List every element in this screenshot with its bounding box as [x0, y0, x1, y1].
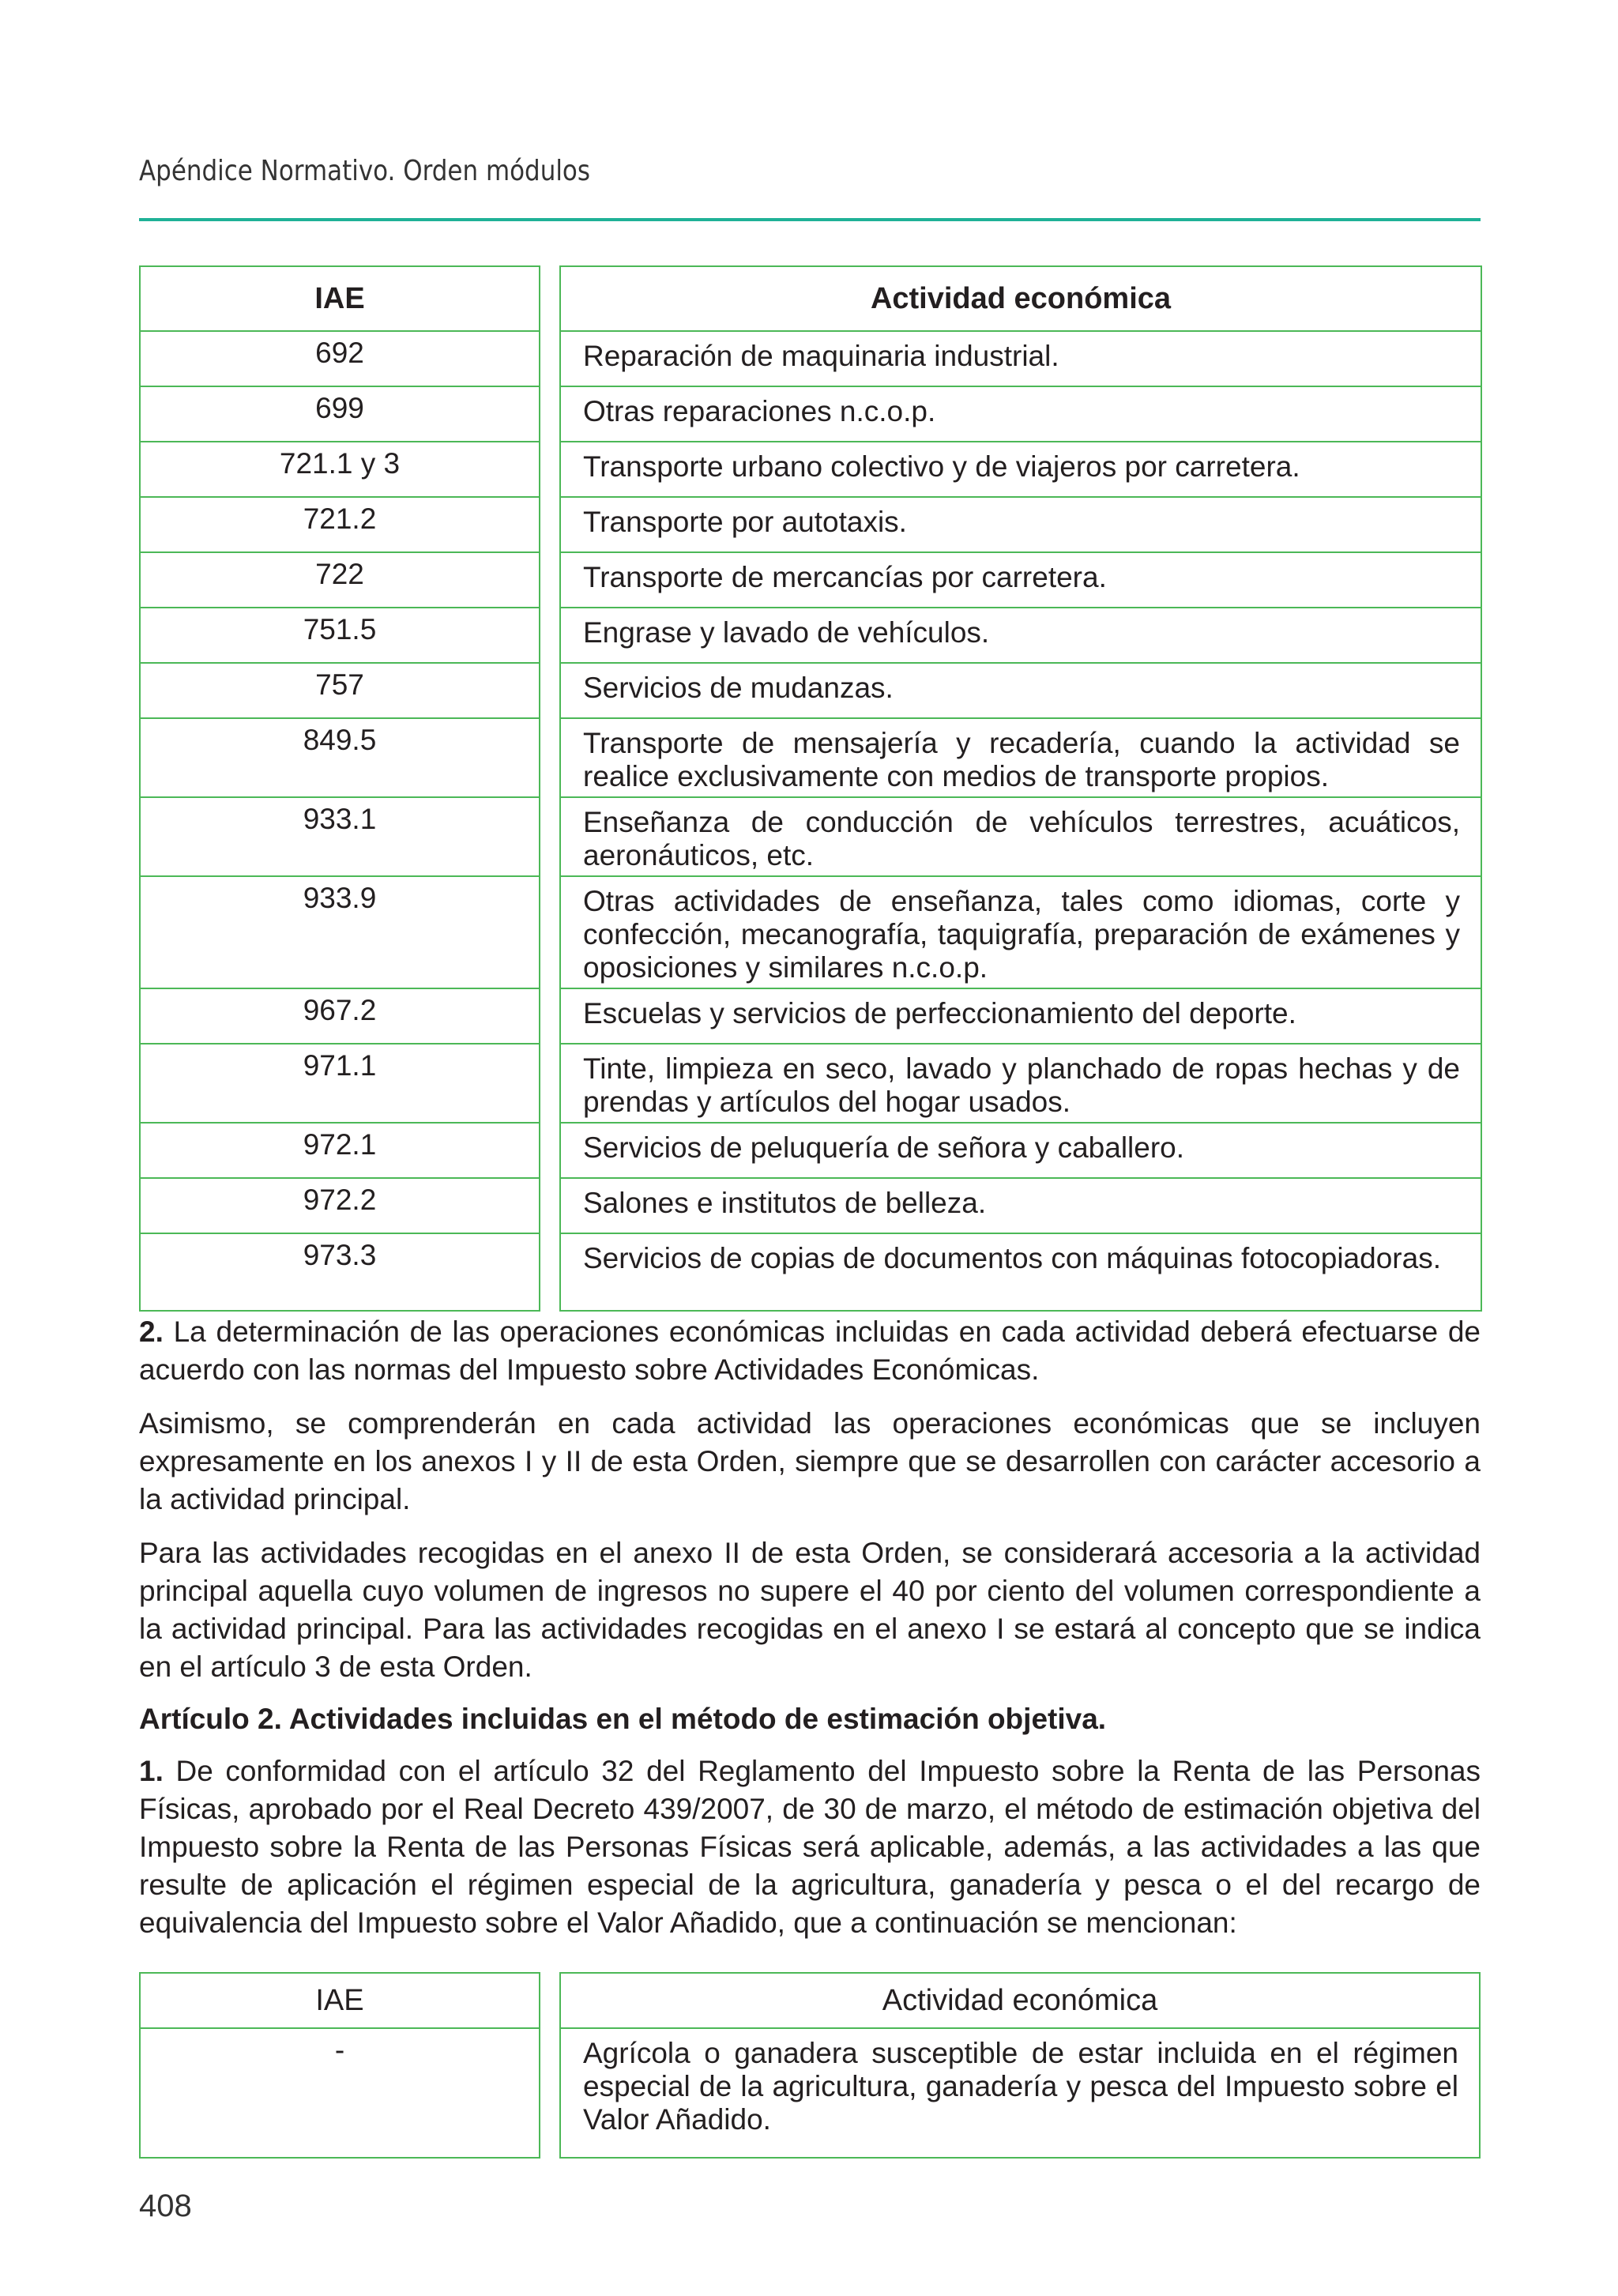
paragraph-1: 1. De conformidad con el artículo 32 del Reglamento del Impuesto sobre la Renta de las Personas Físicas, aprobado por el Real Decreto 439/2007, de 30 de marzo, el método de estimación objetiva del Impuesto sobre la Renta de las Personas Físicas será aplicable, además, a las actividades a las que resulte de aplicación el régimen especial de la agricultura, ganadería y pesca o el del recargo de equivalencia del Impuesto sobre el Valor Añadido, que a continuación se mencionan:: [139, 1755, 1481, 1939]
running-header: Apéndice Normativo. Orden módulos: [139, 155, 590, 187]
iae-code-cell: 972.1: [140, 1123, 540, 1178]
activity-cell: Transporte de mensajería y recadería, cuando la actividad se realice exclusivamente con medios de transporte propios.: [560, 718, 1481, 797]
iae-code-cell: 933.9: [140, 876, 540, 988]
table-row: [140, 718, 1481, 797]
activity-cell: Agrícola o ganadera susceptible de estar incluida en el régimen especial de la agricultura, ganadería y pesca del Impuesto sobre el Valor Añadido.: [560, 2028, 1480, 2158]
iae-code-cell: 757: [140, 663, 540, 718]
agriculture-table: [139, 1972, 1481, 2159]
table-row: [140, 2028, 1480, 2158]
table-row: [140, 663, 1481, 718]
activity-cell: Reparación de maquinaria industrial.: [560, 331, 1481, 386]
table-row: [140, 608, 1481, 663]
activity-cell: Transporte urbano colectivo y de viajeros por carretera.: [560, 442, 1481, 497]
table-row: [140, 386, 1481, 442]
iae-code-cell: 972.2: [140, 1178, 540, 1233]
activities-table: [139, 265, 1482, 1312]
activity-cell: Escuelas y servicios de perfeccionamiento del deporte.: [560, 988, 1481, 1044]
paragraph-number: 2.: [139, 1315, 164, 1348]
activity-cell: Engrase y lavado de vehículos.: [560, 608, 1481, 663]
paragraph-accesoria: Para las actividades recogidas en el anexo II de esta Orden, se considerará accesoria a la actividad principal aquella cuyo volumen de ingresos no supere el 40 por ciento del volumen correspondiente a la actividad principal. Para las actividades recogidas en el anexo I se estará al concepto que se indica en el artículo 3 de esta Orden.: [139, 1537, 1481, 1683]
table-row: [140, 552, 1481, 608]
table-row: [140, 1044, 1481, 1123]
activity-cell: Otras reparaciones n.c.o.p.: [560, 386, 1481, 442]
iae-code-cell: 849.5: [140, 718, 540, 797]
table-row: [140, 1123, 1481, 1178]
activity-cell: Transporte por autotaxis.: [560, 497, 1481, 552]
iae-code-cell: 933.1: [140, 797, 540, 876]
column-header-iae: IAE: [140, 266, 540, 331]
article-heading: Artículo 2. Actividades incluidas en el método de estimación objetiva.: [139, 1703, 1107, 1735]
iae-code-cell: 971.1: [140, 1044, 540, 1123]
table-row: [140, 797, 1481, 876]
activity-cell: Servicios de peluquería de señora y caballero.: [560, 1123, 1481, 1178]
iae-code-cell: 721.2: [140, 497, 540, 552]
table-row: [140, 1178, 1481, 1233]
iae-code-cell: 751.5: [140, 608, 540, 663]
column-header-iae: IAE: [140, 1973, 540, 2028]
table-row: [140, 442, 1481, 497]
activity-cell: Salones e institutos de belleza.: [560, 1178, 1481, 1233]
table-row: [140, 1233, 1481, 1311]
table-row: [140, 497, 1481, 552]
paragraph-2: 2. La determinación de las operaciones económicas incluidas en cada actividad deberá efectuarse de acuerdo con las normas del Impuesto sobre Actividades Económicas.: [139, 1315, 1481, 1386]
iae-code-cell: 721.1 y 3: [140, 442, 540, 497]
activity-cell: Enseñanza de conducción de vehículos terrestres, acuáticos, aeronáuticos, etc.: [560, 797, 1481, 876]
activity-cell: Otras actividades de enseñanza, tales como idiomas, corte y confección, mecanografía, taquigrafía, preparación de exámenes y oposiciones y similares n.c.o.p.: [560, 876, 1481, 988]
header-rule: [139, 218, 1481, 221]
activity-cell: Servicios de copias de documentos con máquinas fotocopiadoras.: [560, 1233, 1481, 1311]
activity-cell: Tinte, limpieza en seco, lavado y planchado de ropas hechas y de prendas y artículos del hogar usados.: [560, 1044, 1481, 1123]
paragraph-asimismo: Asimismo, se comprenderán en cada actividad las operaciones económicas que se incluyen expresamente en los anexos I y II de esta Orden, siempre que se desarrollen con carácter accesorio a la actividad principal.: [139, 1407, 1481, 1515]
column-header-activity: Actividad económica: [560, 266, 1481, 331]
paragraph-number: 1.: [139, 1755, 164, 1787]
iae-code-cell: -: [140, 2028, 540, 2158]
table-row: [140, 988, 1481, 1044]
activity-cell: Servicios de mudanzas.: [560, 663, 1481, 718]
iae-code-cell: 699: [140, 386, 540, 442]
iae-code-cell: 973.3: [140, 1233, 540, 1311]
iae-code-cell: 967.2: [140, 988, 540, 1044]
page-number: 408: [139, 2189, 192, 2223]
table-row: [140, 331, 1481, 386]
iae-code-cell: 722: [140, 552, 540, 608]
table-row: [140, 876, 1481, 988]
column-header-activity: Actividad económica: [560, 1973, 1480, 2028]
iae-code-cell: 692: [140, 331, 540, 386]
activity-cell: Transporte de mercancías por carretera.: [560, 552, 1481, 608]
